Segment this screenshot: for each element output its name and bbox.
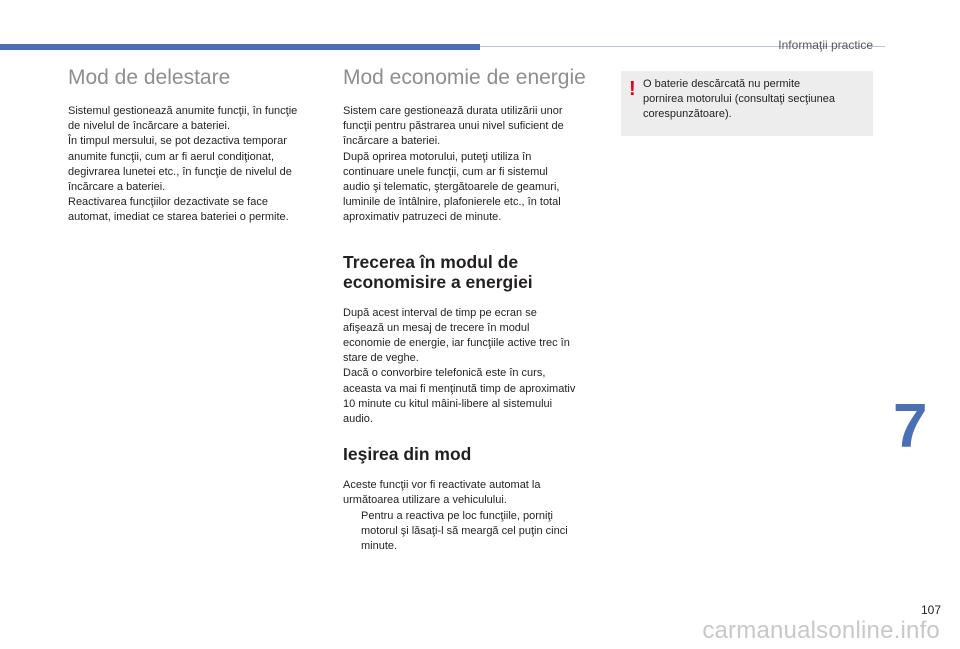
- warning-text: O baterie descărcată nu permite pornirea motorului (consultaţi secţiunea corespunzătoare).: [643, 78, 835, 121]
- section-name: Informaţii practice: [778, 38, 873, 52]
- load-shedding-title: Mod de delestare: [68, 66, 231, 89]
- warning-exclamation-icon: !: [629, 78, 636, 100]
- exiting-mode-bullet: Pentru a reactiva pe loc funcţiile, porniţi motorul şi lăsaţi-l să meargă cel puţin cinci minute.: [361, 509, 568, 553]
- switching-mode-heading: Trecerea în modul de economisire a energiei: [343, 251, 533, 292]
- header-accent-bar: [0, 44, 480, 50]
- load-shedding-text: Sistemul gestionează anumite funcţii, în funcţie de nivelul de încărcare a bateriei. În timpul mersului, se pot dezactiva temporar anumite funcţii, cum ar fi aerul condiţionat, degivrarea lunetei etc., în funcţie de nivelul de încărcare a bateriei. Reactivarea funcţiilor dezactivate se face automat, imediat ce starea bateriei o permite.: [68, 105, 298, 224]
- chapter-number: 7: [893, 392, 928, 461]
- energy-economy-text: Sistem care gestionează durata utilizării unor funcţii pentru păstrarea unui nivel suficient de încărcare a bateriei. După oprirea motorului, puteţi utiliza în continuare unele funcţii, cum ar fi sistemul audio şi telematic, ştergătoarele de geamuri, luminile de întâlnire, plafonierele etc., în total aproximativ patruzeci de minute.: [343, 105, 564, 224]
- watermark: carmanualsonline.info: [702, 617, 940, 644]
- switching-mode-text: După acest interval de timp pe ecran se afişează un mesaj de trecere în modul economie de energie, iar funcţiile active trec în stare de veghe. Dacă o convorbire telefonică este în curs, aceasta va mai fi menţinută timp de aproximativ 10 minute cu kitul mâini-libere al sistemului audio.: [343, 306, 576, 426]
- exiting-mode-heading: Ieşirea din mod: [343, 444, 472, 465]
- energy-economy-title: Mod economie de energie: [343, 66, 586, 89]
- exiting-mode-text: Aceste funcţii vor fi reactivate automat la următoarea utilizare a vehiculului.: [343, 479, 541, 507]
- column-energy-economy: [343, 64, 603, 554]
- page-number: 107: [920, 603, 941, 617]
- warning-box: [621, 71, 873, 136]
- column-load-shedding: [68, 64, 323, 226]
